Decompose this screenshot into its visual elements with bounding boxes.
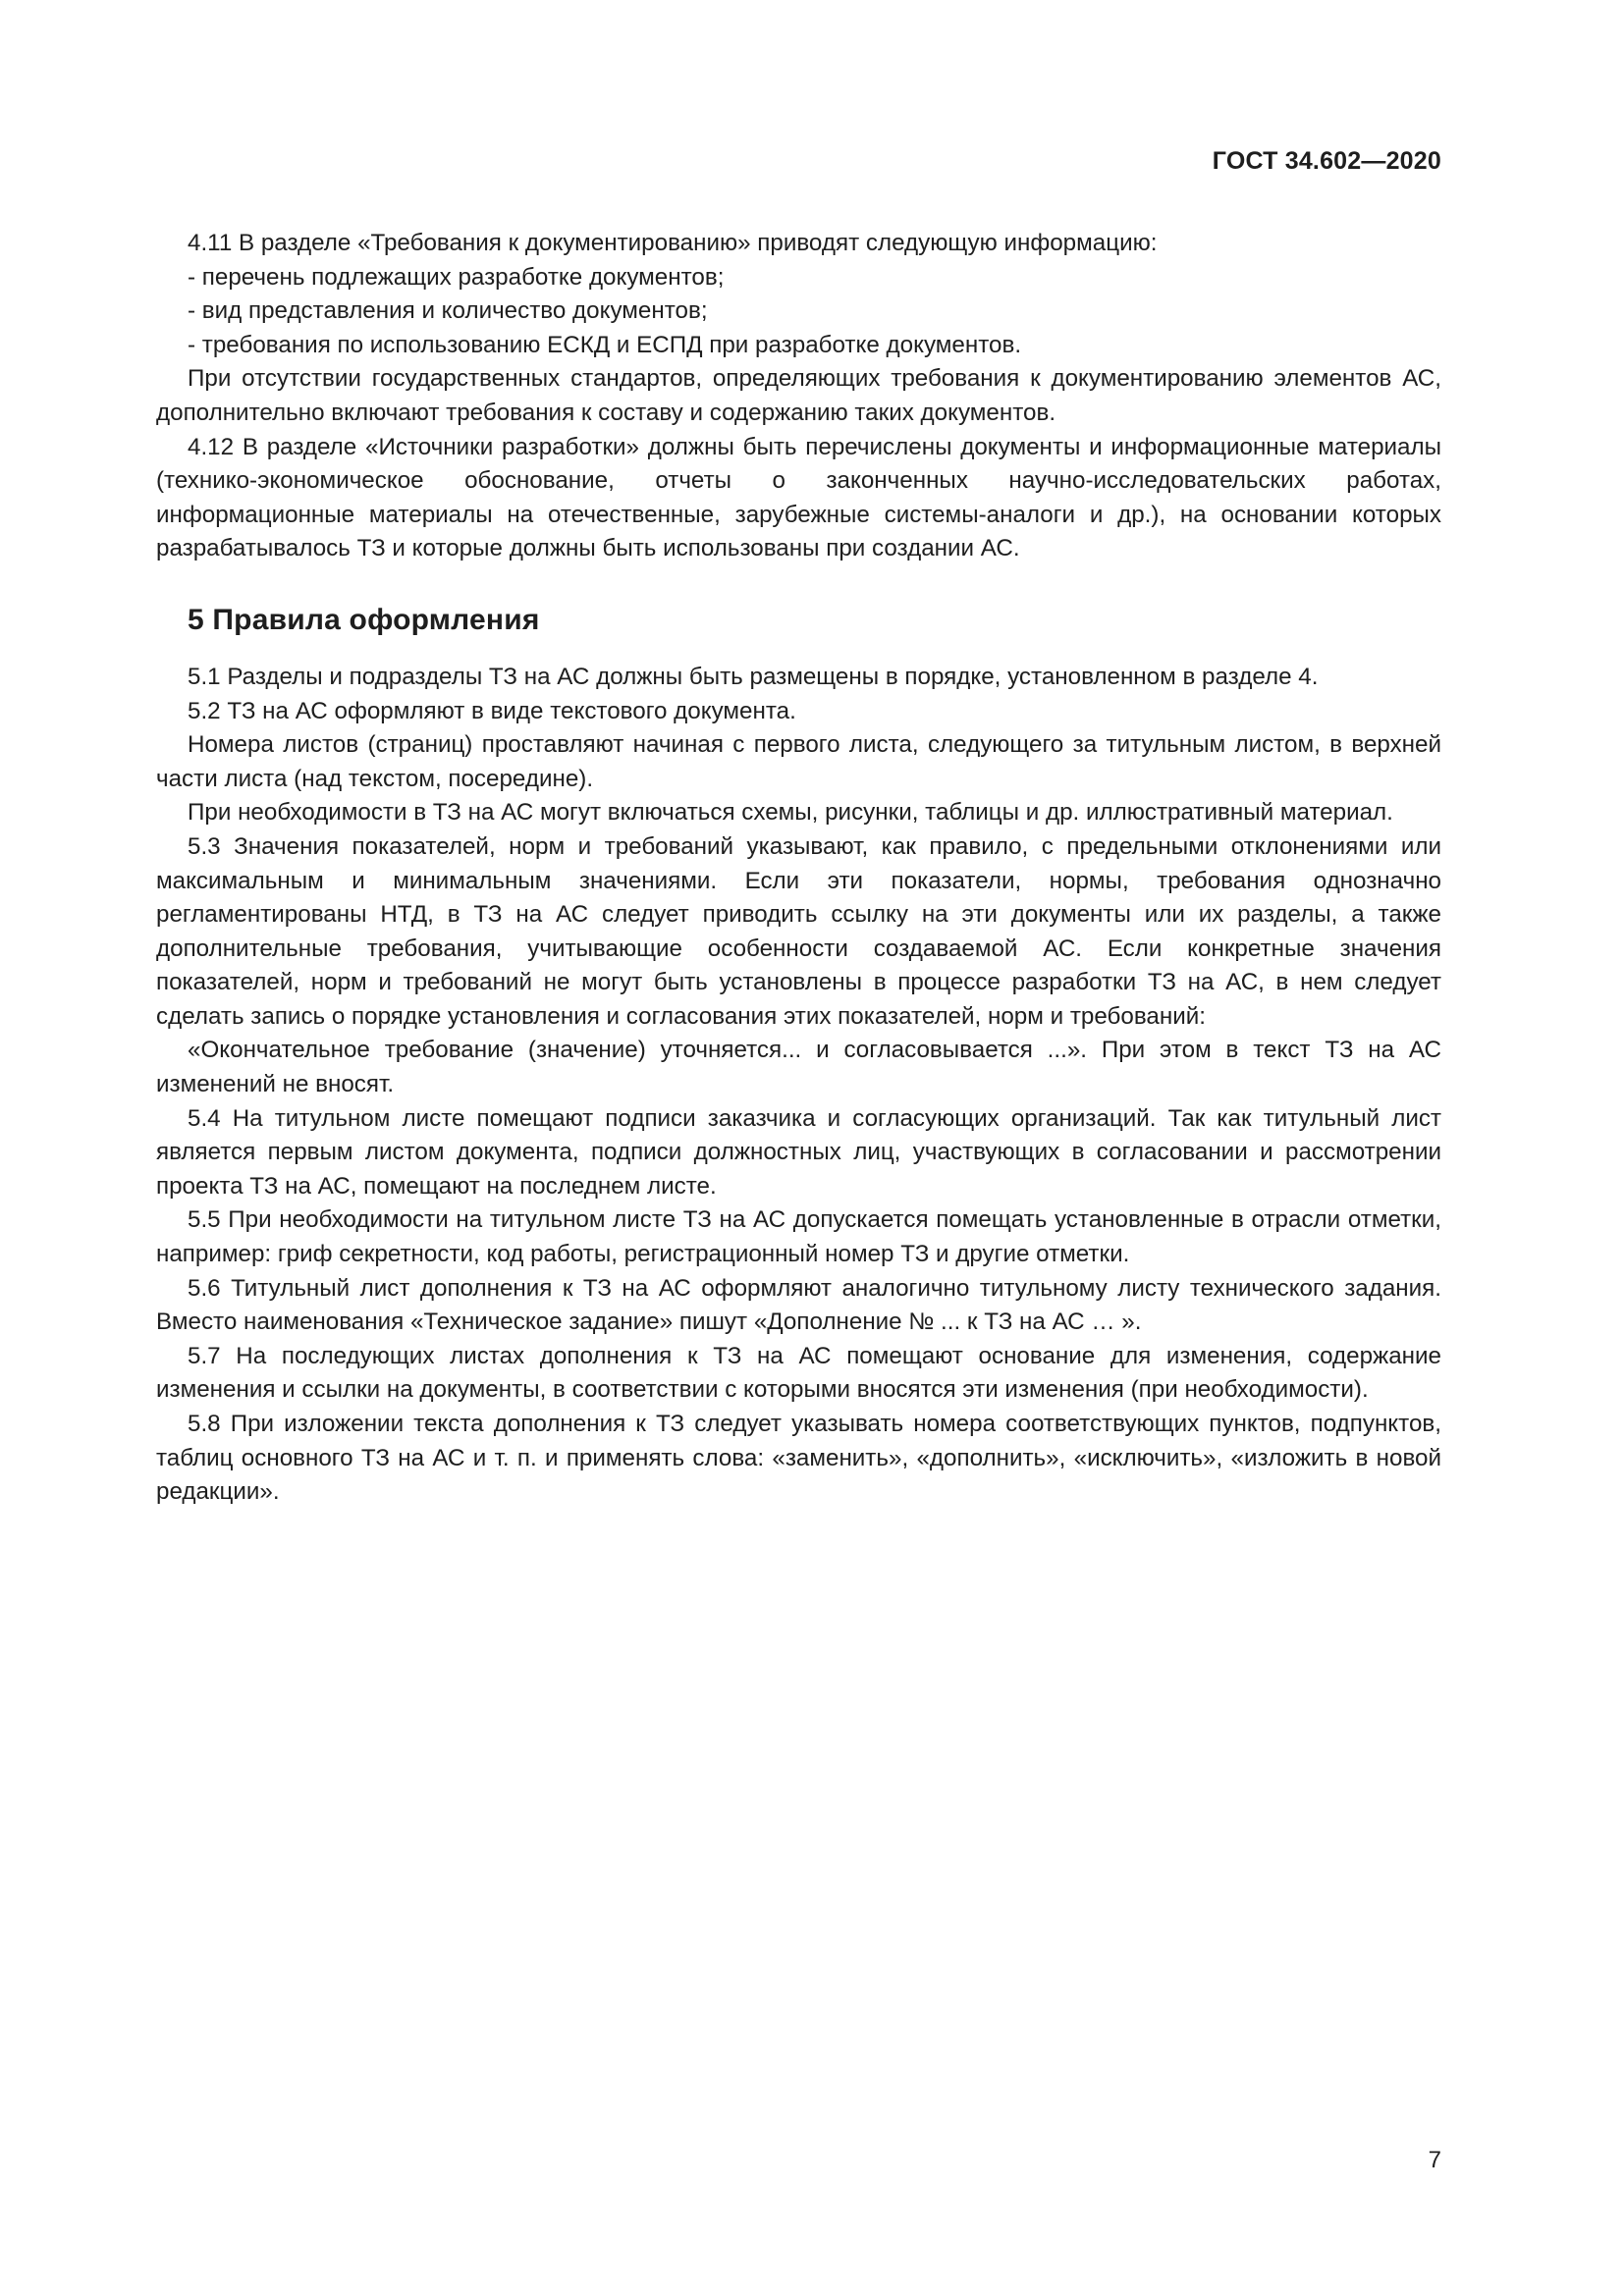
paragraph-final-requirement: «Окончательное требование (значение) уточняется... и согласовывается ...». При этом в текст ТЗ на АС изменений не вносят. [156,1037,1441,1098]
paragraph-absence-standards: При отсутствии государственных стандартов, определяющих требования к документированию элементов АС, дополнительно включают требования к составу и содержанию таких документов. [156,365,1441,426]
paragraph-5-4: 5.4 На титульном листе помещают подписи заказчика и согласующих организаций. Так как титульный лист является первым листом документа, подписи должностных лиц, участвующих в согласовании и рассмотрении проекта ТЗ на АС, помещают на последнем листе. [156,1104,1441,1200]
paragraph-5-3: 5.3 Значения показателей, норм и требований указывают, как правило, с предельными отклонениями или максимальным и минимальным значениями. Если эти показатели, нормы, требования однозначно регламентированы НТД, в ТЗ на АС следует приводить ссылку на эти документы или их разделы, а также дополнительные требования, учитывающие особенности создаваемой АС. Если конкретные значения показателей, норм и требований не могут быть установлены в процессе разработки ТЗ на АС, в нем следует сделать запись о порядке установления и согласования этих показателей, норм и требований: [156,832,1441,1030]
paragraph-5-2: 5.2 ТЗ на АС оформляют в виде текстового документа. [188,697,796,724]
paragraph-5-5: 5.5 При необходимости на титульном листе ТЗ на АС допускается помещать установленные в отрасли отметки, например: гриф секретности, код работы, регистрационный номер ТЗ и другие отметки. [156,1206,1441,1268]
paragraph-5-1: 5.1 Разделы и подразделы ТЗ на АС должны быть размещены в порядке, установленном в разделе 4. [188,663,1319,690]
paragraph-5-8: 5.8 При изложении текста дополнения к ТЗ следует указывать номера соответствующих пунктов, подпунктов, таблиц основного ТЗ на АС и т. п. и применять слова: «заменить», «дополнить», «исключить», «изложить в новой редакции». [156,1411,1441,1506]
paragraph-illustrations: При необходимости в ТЗ на АС могут включаться схемы, рисунки, таблицы и др. иллюстративный материал. [188,799,1393,827]
paragraph-4-11: 4.11 В разделе «Требования к документированию» приводят следующую информацию: [188,230,1158,256]
paragraph-5-7: 5.7 На последующих листах дополнения к ТЗ на АС помещают основание для изменения, содержание изменения и ссылки на документы, в соответствии с которыми вносятся эти изменения (при необходимости). [156,1342,1441,1404]
document-code: ГОСТ 34.602—2020 [1212,147,1441,175]
section-heading: 5 Правила оформления [188,603,540,636]
paragraph-sheet-numbers: Номера листов (страниц) проставляют начиная с первого листа, следующего за титульным листом, в верхней части листа (над текстом, посередине). [156,731,1441,792]
list-item: - вид представления и количество документов; [188,297,708,325]
list-item: - перечень подлежащих разработке документов; [188,263,725,291]
list-item: - требования по использованию ЕСКД и ЕСПД при разработке документов. [188,331,1022,358]
page-number: 7 [1428,2147,1441,2173]
paragraph-5-6: 5.6 Титульный лист дополнения к ТЗ на АС оформляют аналогично титульному листу технического задания. Вместо наименования «Техническое задание» пишут «Дополнение № ... к ТЗ на АС … ». [156,1274,1441,1336]
page-body [156,227,1441,1510]
paragraph-4-12: 4.12 В разделе «Источники разработки» должны быть перечислены документы и информационные материалы (технико-экономическое обоснование, отчеты о законченных научно-исследовательских работах, информационные материалы на отечественные, зарубежные системы-аналоги и др.), на основании которых разрабатывалось ТЗ и которые должны быть использованы при создании АС. [156,433,1441,562]
